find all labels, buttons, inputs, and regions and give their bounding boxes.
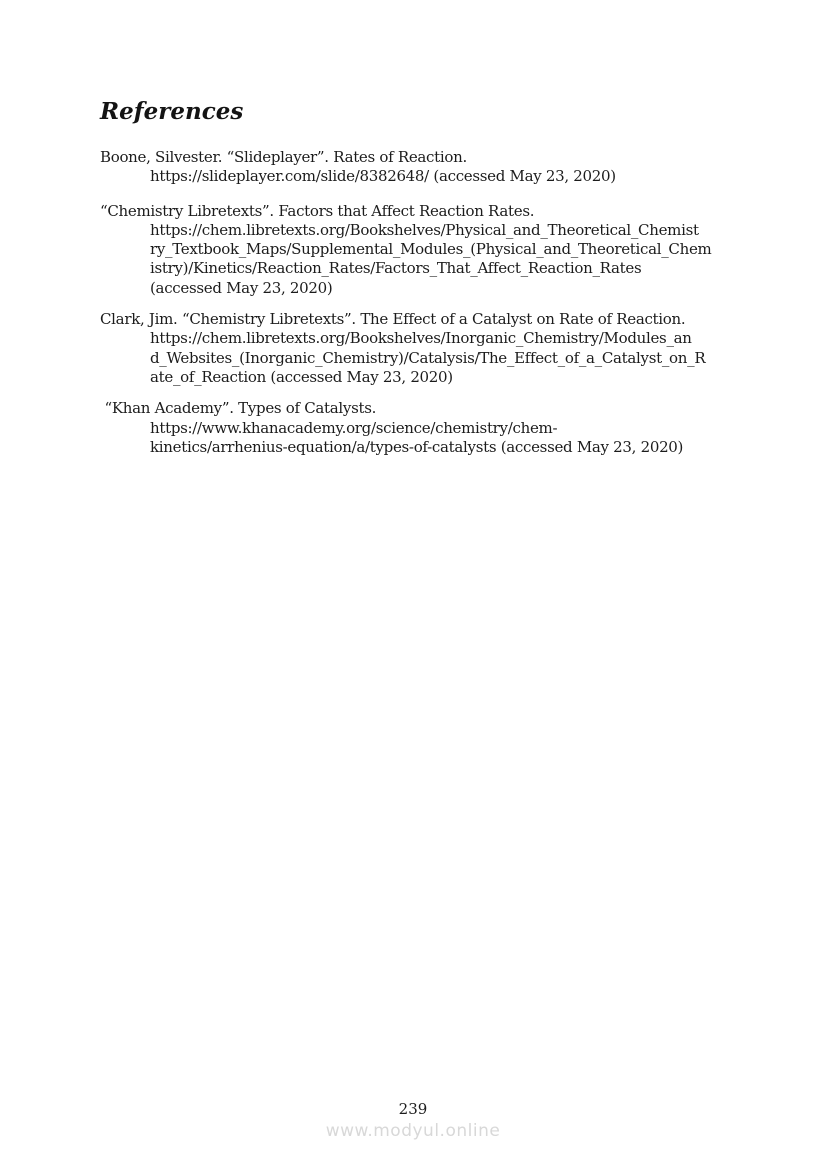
reference-url-line: ry_Textbook_Maps/Supplemental_Modules_(Physical_and_Theoretical_Chem — [150, 240, 712, 259]
references-list — [100, 148, 730, 457]
reference-url-line: https://slideplayer.com/slide/8382648/ (accessed May 23, 2020) — [150, 167, 616, 186]
reference-hanging-indent — [150, 167, 730, 186]
reference-url-line: d_Websites_(Inorganic_Chemistry)/Catalysis/The_Effect_of_a_Catalyst_on_R — [150, 348, 706, 367]
reference-access-date-line: (accessed May 23, 2020) — [150, 278, 333, 297]
reference-url-line: https://chem.libretexts.org/Bookshelves/Physical_and_Theoretical_Chemist — [150, 220, 699, 239]
watermark: www.modyul.online — [325, 1121, 501, 1141]
reference-citation-line: Boone, Silvester. “Slideplayer”. Rates of Reaction. — [100, 148, 467, 166]
reference-citation-line: Clark, Jim. “Chemistry Libretexts”. The Effect of a Catalyst on Rate of Reaction. — [100, 310, 686, 329]
reference-citation-line: “Khan Academy”. Types of Catalysts. — [100, 399, 377, 418]
reference-citation-line: “Chemistry Libretexts”. Factors that Affect Reaction Rates. — [100, 201, 535, 220]
reference-entry — [100, 310, 730, 387]
reference-url-line: https://www.khanacademy.org/science/chemistry/chem- — [150, 418, 558, 437]
reference-entry — [100, 399, 730, 457]
reference-hanging-indent — [150, 329, 730, 387]
page-number: 239 — [398, 1100, 428, 1118]
reference-url-line: istry)/Kinetics/Reaction_Rates/Factors_That_Affect_Reaction_Rates — [150, 259, 642, 278]
reference-entry — [100, 148, 730, 187]
reference-access-date-line: ate_of_Reaction (accessed May 23, 2020) — [150, 367, 453, 386]
reference-hanging-indent — [150, 221, 730, 298]
reference-access-date-line: kinetics/arrhenius-equation/a/types-of-catalysts (accessed May 23, 2020) — [150, 437, 684, 456]
reference-entry — [100, 202, 730, 298]
references-section — [0, 0, 826, 457]
reference-url-line: https://chem.libretexts.org/Bookshelves/Inorganic_Chemistry/Modules_an — [150, 329, 692, 348]
page-title: References — [100, 98, 244, 125]
reference-hanging-indent — [150, 419, 730, 458]
